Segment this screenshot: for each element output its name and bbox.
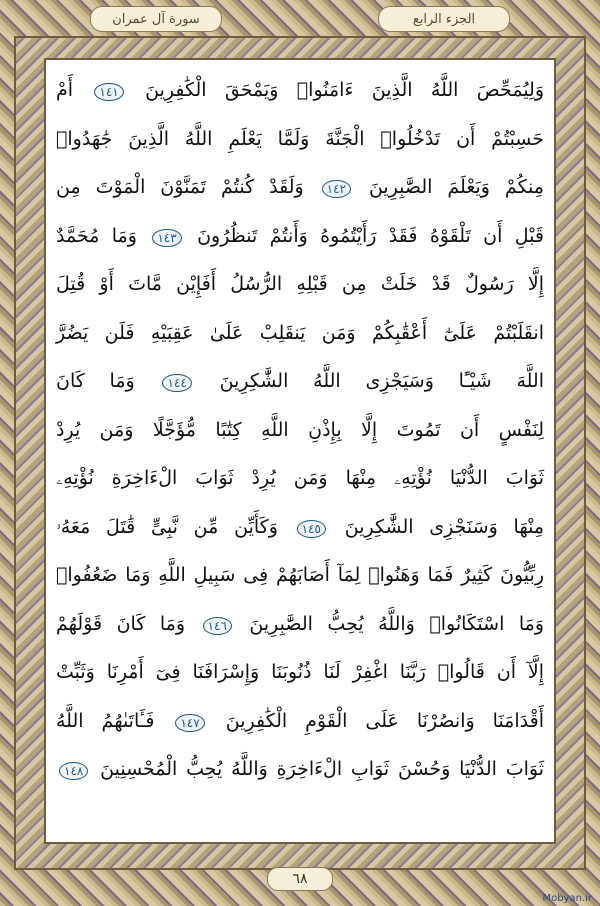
verse-text: [56, 661, 544, 683]
verse-text: [56, 516, 544, 538]
verse-text-main: ثَوَابَ الدُّنْيَا وَحُسْنَ ثَوَابِ الْءَاخِرَةِ وَاللَّهُ يُحِبُّ الْمُحْسِنِينَ: [100, 758, 544, 781]
verse-lines: [56, 66, 544, 794]
juz-name: الجزء الرابع: [378, 6, 510, 32]
ayah-number-marker: ١٤٧: [175, 714, 204, 732]
ayah-number-marker: ١٤٨: [59, 762, 88, 780]
verse-text: [56, 758, 544, 780]
verse-text: [56, 176, 544, 198]
verse-text-main: أَقْدَامَنَا وَانصُرْنَا عَلَى الْقَوْمِ الْكَٰفِرِينَ: [225, 709, 544, 732]
page-number: ٦٨: [267, 867, 333, 891]
verse-text-main: إِلَّا رَسُولٌ قَدْ خَلَتْ مِن قَبْلِهِ الرُّسُلُ أَفَإِيْن مَّاتَ أَوْ قُتِلَ: [56, 273, 544, 296]
verse-line: [56, 745, 544, 794]
watermark: Mobyan.ir: [542, 893, 592, 904]
verse-text-main: مِنْهَا وَسَنَجْزِى الشَّٰكِرِينَ: [344, 515, 544, 538]
verse-text-continuation: وَمَا كَانَ: [56, 370, 135, 393]
verse-line: [56, 406, 544, 455]
verse-text: [56, 225, 544, 247]
verse-text: [56, 322, 544, 344]
verse-text-continuation: أَمْ: [56, 79, 74, 102]
verse-text-continuation: فَـَٔاتَىٰهُمُ اللَّهُ: [56, 709, 155, 732]
verse-line: [56, 697, 544, 746]
verse-text-main: إِلَّآ أَن قَالُوا۟ رَبَّنَا اغْفِرْ لَنَا ذُنُوبَنَا وَإِسْرَافَنَا فِىٓ أَمْرِنَا وَثَبِّتْ: [56, 661, 544, 684]
ayah-number-marker: ١٤٦: [203, 617, 232, 635]
verse-text-main: قَبْلِ أَن تَلْقَوْهُ فَقَدْ رَأَيْتُمُوهُ وَأَنتُمْ تَنظُرُونَ: [197, 224, 544, 247]
verse-text-main: لِنَفْسٍ أَن تَمُوتَ إِلَّا بِإِذْنِ اللَّهِ كِتَٰبًا مُّؤَجَّلًا وَمَن يُرِدْ: [56, 418, 544, 441]
verse-text: [56, 467, 544, 489]
verse-text-main: وَمَا اسْتَكَانُوا۟ وَاللَّهُ يُحِبُّ الصَّٰبِرِينَ: [249, 612, 544, 635]
verse-text-main: اللَّهَ شَيْـًٔا وَسَيَجْزِى اللَّهُ الشَّٰكِرِينَ: [219, 370, 544, 393]
ayah-number-marker: ١٤٤: [162, 374, 191, 392]
verse-line: [56, 551, 544, 600]
verse-line: [56, 648, 544, 697]
verse-line: [56, 212, 544, 261]
verse-text-main: مِنكُمْ وَيَعْلَمَ الصَّٰبِرِينَ: [368, 176, 544, 199]
verse-text: [56, 613, 544, 635]
verse-line: [56, 454, 544, 503]
verse-text-continuation: وَلَقَدْ كُنتُمْ تَمَنَّوْنَ الْمَوْتَ مِن: [56, 176, 304, 199]
ayah-number-marker: ١٤٥: [297, 520, 326, 538]
verse-text-main: رِبِّيُّونَ كَثِيرٌ فَمَا وَهَنُوا۟ لِمَآ أَصَابَهُمْ فِى سَبِيلِ اللَّهِ وَمَا ضَعُفُوا۟: [56, 564, 544, 587]
verse-text-main: انقَلَبْتُمْ عَلَىٰٓ أَعْقَٰبِكُمْ وَمَن يَنقَلِبْ عَلَىٰ عَقِبَيْهِ فَلَن يَضُرَّ: [56, 321, 544, 344]
verse-text-continuation: وَكَأَيِّن مِّن نَّبِىٍّ قَٰتَلَ مَعَهُۥ: [56, 515, 278, 538]
surah-name: سورة آل عمران: [90, 6, 222, 32]
verse-text: [56, 273, 544, 295]
verse-text: [56, 710, 544, 732]
verse-text-main: وَلِيُمَحِّصَ اللَّهُ الَّذِينَ ءَامَنُوا۟ وَيَمْحَقَ الْكَٰفِرِينَ: [145, 79, 545, 102]
verse-line: [56, 600, 544, 649]
verse-text-main: ثَوَابَ الدُّنْيَا نُؤْتِهِۦ مِنْهَا وَمَن يُرِدْ ثَوَابَ الْءَاخِرَةِ نُؤْتِهِۦ: [56, 467, 544, 490]
ayah-number-marker: ١٤١: [94, 83, 123, 101]
verse-line: [56, 309, 544, 358]
verse-text: [56, 419, 544, 441]
verse-line: [56, 503, 544, 552]
page-header: [30, 6, 570, 32]
verse-text-continuation: وَمَا مُحَمَّدٌ: [56, 224, 137, 247]
quran-page: [44, 58, 556, 844]
ayah-number-marker: ١٤٣: [152, 229, 181, 247]
verse-text: [56, 79, 544, 101]
verse-line: [56, 66, 544, 115]
verse-text: [56, 128, 544, 150]
page-footer: [0, 866, 600, 892]
verse-text: [56, 370, 544, 392]
verse-line: [56, 357, 544, 406]
verse-text-continuation: وَمَا كَانَ قَوْلَهُمْ: [56, 612, 186, 635]
verse-text: [56, 564, 544, 586]
verse-line: [56, 115, 544, 164]
verse-line: [56, 163, 544, 212]
verse-line: [56, 260, 544, 309]
verse-text-main: حَسِبْتُمْ أَن تَدْخُلُوا۟ الْجَنَّةَ وَلَمَّا يَعْلَمِ اللَّهُ الَّذِينَ جَٰهَدُوا۟: [56, 127, 544, 150]
ayah-number-marker: ١٤٢: [322, 180, 351, 198]
